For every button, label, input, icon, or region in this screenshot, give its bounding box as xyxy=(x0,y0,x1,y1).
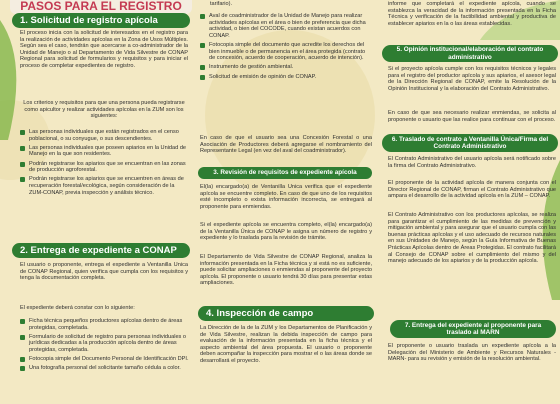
paragraph: El expediente deberá constar con lo siguiente: xyxy=(20,305,135,311)
bullet-icon xyxy=(200,14,205,19)
list-item-text: Fotocopia simple del Documento Personal de Identificación DPI. xyxy=(29,356,189,363)
bullet-icon xyxy=(20,357,25,362)
bullet-icon xyxy=(20,162,25,167)
list-item xyxy=(20,334,190,354)
paragraph: El proponente o usuario traslada un expediente apícola a la Delegación del Ministerio de Ambiente y Recursos Naturales -MARN- para su revisión y emisión de la resolución ambiental. xyxy=(388,343,556,363)
list-item-text: Instrumento de gestión ambiental. xyxy=(209,64,294,71)
list-item xyxy=(20,365,190,372)
paragraph: El proceso inicia con la solicitud de interesados en el registro para la realización de actividades apícolas en la Zona de Usos Múltiples. Según sea el caso, tendrán que acercarse a co-administrador de la Unidad de Manejo o al Departamento de Vida Silvestre de CONAP Regional para solicitud de formularios y requisitos y para iniciar el proceso de completar expedientes de registro. xyxy=(20,30,188,69)
bullet-icon xyxy=(20,177,25,182)
paragraph: Los criterios y requisitos para que una persona pueda registrarse como apicultor y realizar actividades apícolas en la ZUM son los siguientes: xyxy=(23,100,185,120)
paragraph: El proponente de la actividad apícola de manera conjunta con el Director Regional de CONAP, firman el Contrato Administrativo que ampara el desarrollo de la actividad apícola en la ZUM – CONAP. xyxy=(388,180,556,200)
paragraph: Si el expediente apícola se encuentra completo, el(la) encargado(a) de la Ventanilla Única de CONAP le asigna un número de registro y expediente y lo traslada para la revisión de trámite. xyxy=(200,222,372,242)
page-banner-title: PASOS PARA EL REGISTRO xyxy=(10,0,192,14)
section-title-marn: 7. Entrega del expediente al proponente para traslado al MARN xyxy=(390,320,556,338)
list-item-text: Aval de coadministrador de la Unidad de Manejo para realizar actividades apícolas en el área o bien de preferencia que dicha actividad, o bien del COCODE, cuando existan acuerdos con CONAP. xyxy=(209,13,366,39)
section-title-traslado: 6. Traslado de contrato a Ventanilla Única/Firma del Contrato Administrativo xyxy=(382,134,558,152)
list-item-text: Formulario de solicitud de registro para personas individuales o jurídicas dedicadas a la producción apícola dentro de áreas protegidas, completada. xyxy=(29,333,187,353)
section-title-solicitud: 1. Solicitud de registro apícola xyxy=(12,13,190,28)
list-item xyxy=(200,74,372,81)
paragraph: El Contrato Administrativo del usuario apícola será notificado sobre la firma del Contrato Administrativo. xyxy=(388,156,556,169)
documents-list xyxy=(20,318,190,375)
list-item-text: Las personas individuales que poseen apiarios en la Unidad de Manejo en la que son residentes. xyxy=(29,144,187,158)
list-item xyxy=(20,161,190,174)
list-item xyxy=(20,129,190,142)
list-item xyxy=(200,64,372,71)
bullet-icon xyxy=(20,366,25,371)
section-title-entrega: 2. Entrega de expediente a CONAP xyxy=(12,243,190,258)
paragraph: El(la) encargado(a) de Ventanilla Única verifica que el expediente apícola se encuentre completo. En caso de que uno de los requisitos esté incompleto o exista información incorrecta, se entregará al proponente para enmiendas. xyxy=(200,184,372,210)
bullet-icon xyxy=(20,335,25,340)
bullet-icon xyxy=(200,75,205,80)
list-item-text: Una fotografía personal del solicitante tamaño cédula a color. xyxy=(29,365,181,372)
paragraph: El Departamento de Vida Silvestre de CONAP Regional, analiza la información presentada en la Ficha técnica y si está no es suficiente, puede solicitar ampliaciones o enmiendas al proponente del proyecto apícola. El proponente o usuario tendrá 30 días para presentar estas ampliaciones. xyxy=(200,254,372,287)
bullet-icon xyxy=(20,146,25,151)
paragraph: Si el proyecto apícola cumple con los requisitos técnicos y legales para el registro del productor apícola y sus apiarios, el asesor legal de la Dirección Regional de CONAP, emite la Resolución de la Opinión Institucional y la elaboración del Contrato Administrativo. xyxy=(388,66,556,92)
paragraph: informe que completará el expediente apícola, cuando se establezca la veracidad de la información presentada en la Ficha Técnica y verificación de la factibilidad ambiental y productiva de establecer apiarios en la o las áreas establecidas. xyxy=(388,1,556,27)
list-item xyxy=(20,176,190,196)
paragraph: tarifario). xyxy=(210,1,233,7)
section-title-inspeccion: 4. Inspección de campo xyxy=(198,306,374,321)
bullet-icon xyxy=(200,43,205,48)
list-item-text: Fotocopia simple del documento que acredite los derechos del bien inmueble o de permanencia en el área protegida (contrato de concesión, acuerdo de cooperación, acuerdo de intención). xyxy=(209,41,366,62)
list-item-text: Solicitud de emisión de opinión de CONAP. xyxy=(209,73,317,80)
paragraph: En caso de que sea necesario realizar enmiendas, se solicita al proponente o usuario que las realice para continuar con el proceso. xyxy=(388,110,556,123)
documents-list-continued xyxy=(200,13,372,83)
paragraph: En caso de que el usuario sea una Concesión Forestal o una Asociación de Productores deberá agregarse el nombramiento del Representante Legal (en vez del aval del coadministrador). xyxy=(200,135,372,155)
list-item xyxy=(20,356,190,363)
list-item xyxy=(20,318,190,331)
bullet-icon xyxy=(20,130,25,135)
requirements-list xyxy=(20,129,190,199)
list-item-text: Ficha técnica pequeños productores apícolas dentro de áreas protegidas, completada. xyxy=(29,318,183,331)
bullet-icon xyxy=(200,65,205,70)
list-item xyxy=(20,145,190,158)
list-item-text: Podrán registrarse los apiarios que se encuentren en áreas de recuperación forestal/ecológica, según consideración de la ZUM-CONAP, previa inspección y análisis técnico. xyxy=(29,176,184,196)
list-item xyxy=(200,13,372,39)
paragraph: El Contrato Administrativo con los productores apícolas, se realiza para garantizar el cumplimiento de las medidas de prevención y mitigación ambiental y para asegurar que el usuario cumpla con las buenas prácticas apícolas y el uso adecuado de recursos naturales en sus Unidades de Manejo, según la Guía Informativa de Buenas Prácticas Apícolas dentro de Áreas Protegidas. El contrato facilitará al Consejo de CONAP sobre el cumplimiento del mismo y del manejo adecuado de los apiarios y de la producción apícola. xyxy=(388,212,556,265)
list-item-text: Las personas individuales que están registrados en el censo poblacional, o su conyugue, o sus descendientes. xyxy=(29,129,179,142)
list-item xyxy=(200,42,372,62)
section-title-revision: 3. Revisión de requisitos de expediente apícola xyxy=(198,167,372,179)
section-title-opinion: 5. Opinión institucional/elaboración del contrato administrativo xyxy=(382,45,558,62)
paragraph: El usuario o proponente, entrega el expediente a Ventanilla Única de CONAP Regional, quien verifica que cumpla con los requisitos y tenga la documentación completa. xyxy=(20,262,188,282)
paragraph: La Dirección de la de la ZUM y los Departamentos de Planificación y de Vida Silvestre, realizan la debida inspección de campo para evaluación de la información presentada en la ficha técnica y el aspecto ambiental del área propuesta. El usuario o proponente deben acompañar la inspección para mostrar el o las áreas donde se desarrollará el proyecto. xyxy=(200,325,372,364)
list-item-text: Podrán registrarse los apiarios que se encuentran en las zonas de producción agroforestal. xyxy=(29,160,186,174)
bullet-icon xyxy=(20,319,25,324)
